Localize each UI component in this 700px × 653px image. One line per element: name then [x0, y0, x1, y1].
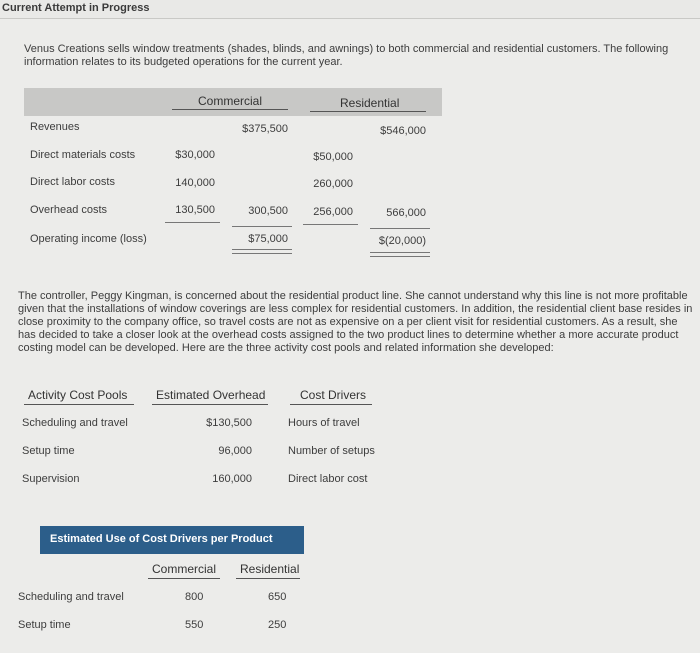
cell: $50,000 [313, 151, 353, 163]
cell: $(20,000) [378, 235, 426, 247]
cell: 566,000 [386, 207, 426, 219]
usage-row-label: Scheduling and travel [18, 591, 124, 603]
pool-name: Scheduling and travel [22, 417, 128, 429]
row-label: Direct materials costs [30, 149, 136, 161]
usage-commercial: 800 [185, 591, 204, 603]
col-residential: Residential [340, 96, 400, 110]
usage-residential: 650 [268, 591, 287, 603]
usage-residential: 250 [268, 619, 287, 631]
row-label: Direct labor costs [30, 176, 115, 188]
col-pools: Activity Cost Pools [28, 388, 128, 402]
col-commercial: Commercial [198, 94, 263, 108]
cell: $30,000 [175, 149, 215, 161]
pool-overhead: 160,000 [212, 473, 252, 485]
usage-commercial: 550 [185, 619, 204, 631]
row-label: Revenues [30, 121, 80, 133]
pool-driver: Number of setups [288, 445, 375, 457]
col-drivers: Cost Drivers [300, 388, 367, 402]
cell: $375,500 [242, 123, 288, 135]
cell: 260,000 [313, 178, 353, 190]
controller-paragraph: The controller, Peggy Kingman, is concerned about the residential product line. She cannot understand why this line is not more profitable given that the installations of window coverings are less complex for residential customers. In addition, the residential client base resides in close proximity to the company office, so travel costs are not as expensive on a per client visit for residential customers. As a result, she has decided to take a closer look at the overhead costs assigned to the two product lines to determine whether a more accurate product costing model can be developed. Here are the three activity cost pools and related information she developed: [18, 290, 693, 354]
col-overhead: Estimated Overhead [156, 388, 266, 402]
pool-name: Supervision [22, 473, 80, 485]
intro-paragraph: Venus Creations sells window treatments (shades, blinds, and awnings) to both commercial and residential customers. The following information relates to its budgeted operations for the current year. [24, 43, 669, 68]
row-label: Overhead costs [30, 204, 108, 216]
pool-driver: Direct labor cost [288, 473, 368, 485]
pool-name: Setup time [22, 445, 75, 457]
row-label: Operating income (loss) [30, 233, 147, 245]
cell: 300,500 [248, 205, 288, 217]
cell: 256,000 [313, 206, 353, 218]
usage-row-label: Setup time [18, 619, 71, 631]
pool-overhead: 96,000 [218, 445, 252, 457]
pool-overhead: $130,500 [206, 417, 252, 429]
cell: $546,000 [380, 125, 426, 137]
cell: $75,000 [248, 233, 288, 245]
col-commercial: Commercial [152, 562, 217, 576]
pool-driver: Hours of travel [288, 417, 360, 429]
usage-title: Estimated Use of Cost Drivers per Product [50, 533, 273, 545]
cell: 130,500 [175, 204, 215, 216]
page-title: Current Attempt in Progress [2, 2, 150, 14]
cell: 140,000 [175, 177, 215, 189]
col-residential: Residential [240, 562, 300, 576]
